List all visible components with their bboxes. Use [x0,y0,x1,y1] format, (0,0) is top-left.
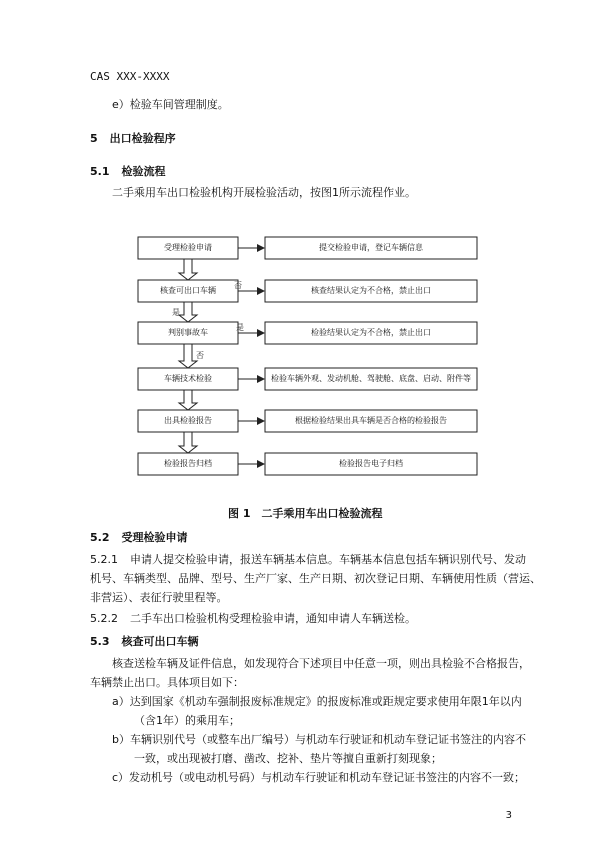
flow-result-label: 核查结果认定为不合格，禁止出口 [311,286,431,295]
section-5-3-heading [90,634,199,649]
list-item-line: （含1年）的乘用车； [134,714,240,727]
flow-step-label: 出具检验报告 [164,416,212,425]
section-number: 5 [90,132,98,145]
flow-step-label: 检验报告归档 [164,459,212,468]
flow-result-label: 根据检验结果出具车辆是否合格的检验报告 [295,416,447,425]
section-5-1-text: 二手乘用车出口检验机构开展检验活动，按图1所示流程作业。 [112,186,416,199]
section-title: 受理检验申请 [121,531,188,544]
list-item [112,768,526,787]
document-code: CAS XXX-XXXX [90,70,170,83]
flow-step-label: 受理检验申请 [164,243,212,252]
flow-branch-label-no: 否 [196,351,204,360]
flow-result-label: 检验车辆外观、发动机舱、驾驶舱、底盘、启动、附件等 [271,374,471,383]
paragraph-5-2-2 [90,611,416,626]
flow-step-label: 判别事故车 [168,328,208,337]
flow-branch-label-yes: 是 [236,323,244,332]
flow-down-arrow [179,259,197,280]
list-item-line: 一致，或出现被打磨、凿改、挖补、垫片等擅自重新打刻现象； [134,752,442,765]
list-item [112,730,526,768]
list-item-line: a）达到国家《机动车强制报废标准规定》的报废标准或距规定要求使用年限1年以内 [112,695,522,708]
flow-step-label: 车辆技术检验 [164,374,212,383]
figure-caption: 图 1 二手乘用车出口检验流程 [228,507,383,520]
list-item-e: e）检验车间管理制度。 [112,98,229,111]
section-number: 5.2 [90,531,110,544]
section-title: 出口检验程序 [109,132,176,145]
para-number: 5.2.2 [90,612,118,625]
flow-down-arrow [179,390,197,410]
para-line: 核查送检车辆及证件信息，如发现符合下述项目中任意一项，则出具检验不合格报告， [112,657,530,670]
flow-branch-label-yes: 是 [172,308,180,317]
list-item-line: b）车辆识别代号（或整车出厂编号）与机动车行驶证和机动车登记证书签注的内容不 [112,733,526,746]
paragraph-5-2-1 [90,550,541,607]
paragraph-5-3 [90,654,530,692]
section-number: 5.3 [90,635,110,648]
section-number: 5.1 [90,165,110,178]
para-line: 非营运）、表征行驶里程等。 [90,591,228,604]
section-title: 核查可出口车辆 [121,635,199,648]
list-item [112,692,526,730]
page-number: 3 [505,810,512,821]
section-5-2-heading [90,530,188,545]
flow-branch-label-no: 否 [234,281,242,290]
list-item-line: c）发动机号（或电动机号码）与机动车行驶证和机动车登记证书签注的内容不一致； [112,771,526,784]
para-line: 车辆禁止出口。具体项目如下： [90,676,244,689]
section-title: 检验流程 [121,165,166,178]
flow-down-arrow [179,432,197,453]
flow-result-label: 检验结果认定为不合格，禁止出口 [311,328,431,337]
para-number: 5.2.1 [90,553,118,566]
para-line: 申请人提交检验申请，报送车辆基本信息。车辆基本信息包括车辆识别代号、发动 [130,553,526,566]
list-5-3 [112,692,526,787]
flow-result-label: 检验报告电子归档 [339,459,403,468]
para-text: 二手车出口检验机构受理检验申请，通知申请人车辆送检。 [130,612,416,625]
flow-result-label: 提交检验申请，登记车辆信息 [319,243,423,252]
flow-step-label: 核查可出口车辆 [160,286,216,295]
para-line: 机号、车辆类型、品牌、型号、生产厂家、生产日期、初次登记日期、车辆使用性质（营运、 [90,572,541,585]
